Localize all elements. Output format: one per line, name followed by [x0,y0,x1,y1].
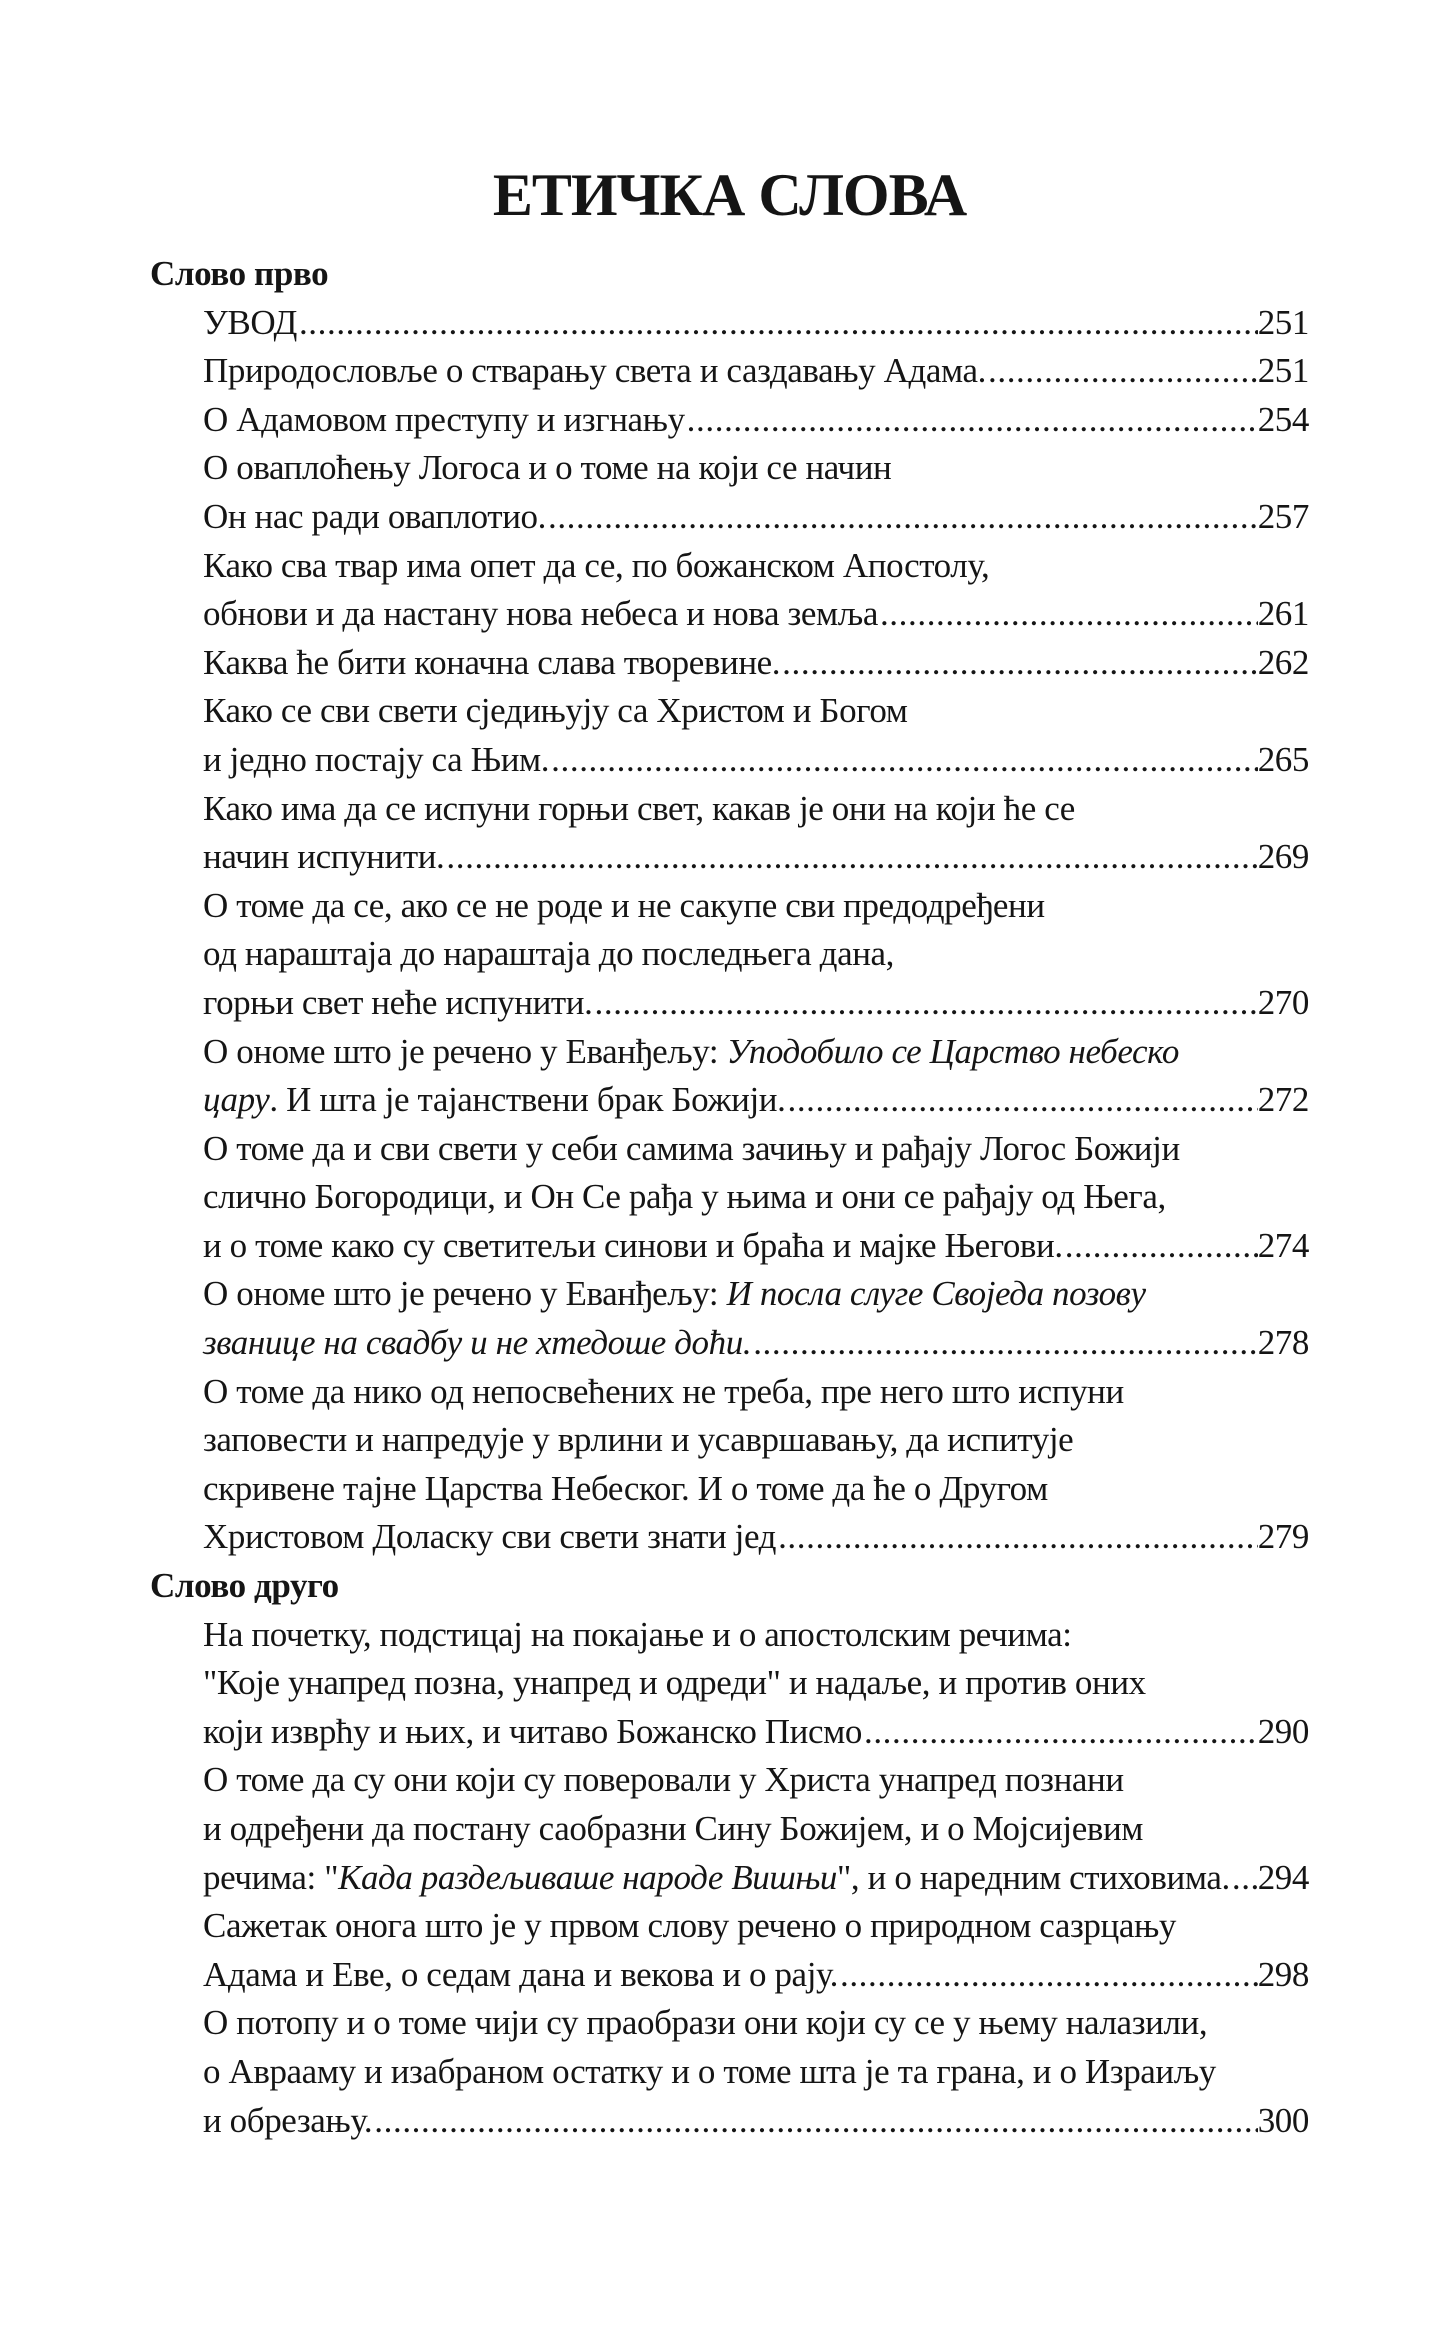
toc-entry [203,542,1309,639]
entry-line-text [203,396,685,445]
entry-line-text [203,1319,751,1368]
entry-line-text [203,2097,372,2146]
page-number: 254 [1257,399,1309,439]
entry-text: Сажетак онога што је у првом слову речено о природном сазрцању [203,1906,1176,1946]
entry-text: "Које унапред позна, унапред и одреди" и надаље, и против оних [203,1663,1146,1703]
entry-line-text [203,546,989,585]
entry-text-italic: Уподобило се Царство небеско [726,1031,1179,1071]
dot-leader [549,736,1258,785]
entry-line [203,493,1309,542]
entry-text-italic: званице на свадбу и не хтедоше доћи. [203,1323,752,1363]
page-number: 274 [1257,1225,1309,1265]
entry-line [203,1416,1309,1465]
entry-line-text [203,1177,1166,1216]
entry-text: УВОД [203,302,297,342]
entry-text: горњи свет неће испунити. [203,982,593,1022]
entry-line-text [203,1469,1048,1508]
toc-entry [203,396,1309,445]
page-number: 300 [1257,2100,1309,2140]
entry-text: Каква ће бити коначна слава творевине. [203,642,781,682]
entry-text: обнови и да настану нова небеса и нова земља [203,594,878,634]
page-number: 272 [1257,1080,1309,1120]
entry-line [203,979,1309,1028]
entry-text: и о томе како су светитељи синови и браћа и мајке Његови. [203,1225,1063,1265]
entry-line-text [203,1372,1124,1411]
entry-line-text [203,1513,776,1562]
entry-line-text [203,833,444,882]
entry-line-text [203,590,878,639]
entry-line [203,1756,1309,1805]
entry-line [203,1999,1309,2048]
page-number: 257 [1257,496,1309,536]
entry-line [203,1270,1309,1319]
dot-leader [546,493,1258,542]
entry-line [203,687,1309,736]
toc-entry [203,1028,1309,1125]
entry-line-text [203,1809,1143,1848]
section-heading: Слово друго [150,1566,339,1606]
entry-line-text [203,1274,1146,1313]
dot-leader [838,1951,1258,2000]
toc-entry [203,1999,1309,2145]
page-number: 290 [1257,1711,1309,1751]
entry-text: О томе да су они који су поверовали у Христа унапред познани [203,1760,1124,1800]
entry-text: О томе да се, ако се не роде и не сакупе сви предодређени [203,885,1045,925]
entry-line [203,2048,1309,2097]
entry-line [203,833,1309,882]
page-number: 251 [1257,302,1309,342]
entry-text: од нараштаја до нараштаја до последњега дана, [203,934,895,974]
toc-entry [203,882,1309,1028]
entry-text: о Аврааму и изабраном остатку и о томе шта је та грана, и о Израиљу [203,2051,1216,2091]
entry-line [203,347,1309,396]
entry-line [203,1319,1309,1368]
entry-line [203,1659,1309,1708]
entry-line [203,785,1309,834]
toc-entry [203,299,1309,348]
dot-leader [685,396,1258,445]
entry-line-text [203,299,297,348]
entry-line [203,1465,1309,1514]
dot-leader [780,639,1258,688]
entry-line [203,1805,1309,1854]
entry-line [203,1708,1309,1757]
entry-line-text [203,979,593,1028]
page-number: 261 [1257,594,1309,634]
page-number: 265 [1257,739,1309,779]
entry-text-italic: цару [203,1080,270,1120]
toc-entry [203,1611,1309,1757]
entry-line-text [203,934,894,973]
page-number: 294 [1257,1857,1309,1897]
entry-line [203,1028,1309,1077]
entry-text: Како има да се испуни горњи свет, какав је они на који ће се [203,788,1075,828]
entry-line [203,736,1309,785]
entry-text: Христовом Доласку сви свети знати јед [203,1517,777,1557]
entry-line-text [203,347,986,396]
entry-text: Како се сви свети сједињују са Христом и Богом [203,691,908,731]
entry-text: речима: " [203,1857,339,1897]
dot-leader [986,347,1258,396]
entry-line-text [203,2052,1216,2091]
page-number: 262 [1257,642,1309,682]
entry-line [203,1854,1309,1903]
page-number: 270 [1257,982,1309,1022]
entry-text: ", и о наредним стиховима. [837,1857,1230,1897]
entry-line [203,1368,1309,1417]
entry-line [203,299,1309,348]
entry-line [203,882,1309,931]
entry-line-text [203,1951,838,2000]
entry-text: О оваплоћењу Логоса и о томе на који се начин [203,448,892,488]
entry-text: О томе да нико од непосвећених не треба, пре него што испуни [203,1371,1124,1411]
entry-text: скривене тајне Царства Небеског. И о томе да ће о Другом [203,1468,1048,1508]
entry-line-text [203,639,780,688]
entry-line-text [203,736,549,785]
entry-text: О Адамовом преступу и изгнању [203,399,685,439]
dot-leader [444,833,1257,882]
entry-line-text [203,789,1075,828]
toc-entry [203,1125,1309,1271]
entry-text: . И шта је тајанствени брак Божији. [269,1080,786,1120]
page-title: ЕТИЧКА СЛОВА [492,162,967,228]
entry-line-text [203,1420,1073,1459]
entry-line-text [203,1708,862,1757]
entry-text: заповести и напредује у врлини и усавршавању, да испитује [203,1420,1074,1460]
entry-line-text [203,1076,785,1125]
dot-leader [1230,1854,1258,1903]
toc-entry [203,444,1309,541]
entry-line-text [203,448,891,487]
entry-text: Како сва твар има опет да се, по божанском Апостолу, [203,545,990,585]
entry-line-text [203,493,546,542]
entry-line-text [203,1615,1072,1654]
entry-line [203,930,1309,979]
page-number: 298 [1257,1954,1309,1994]
entry-line [203,639,1309,688]
entry-line [203,444,1309,493]
entry-text: На почетку, подстицај на покајање и о апостолским речима: [203,1614,1072,1654]
entry-line [203,590,1309,639]
entry-text: и обрезању. [203,2100,373,2140]
toc-entry [203,639,1309,688]
entry-text: Природословље о стварању света и саздавању Адама. [203,351,986,391]
entry-text: и једно постају са Њим. [203,739,550,779]
dot-leader [862,1708,1258,1757]
entry-text: О ономе што је речено у Еванђељу: [203,1031,727,1071]
toc-entry [203,1902,1309,1999]
toc-entry [203,1756,1309,1902]
toc-entry [203,1368,1309,1562]
section-heading: Слово прво [150,254,329,293]
entry-line-text [203,1854,1230,1903]
entry-text-italic: И посла слуге Своједа позову [726,1274,1146,1314]
table-of-contents [150,160,1309,2145]
entry-text: Адама и Еве, о седам дана и векова и о рају. [203,1954,838,1994]
entry-text: О ономе што је речено у Еванђељу: [203,1274,727,1314]
entry-text: начин испунити. [203,837,445,877]
toc-list [150,250,1309,2145]
entry-line [203,1611,1309,1660]
entry-text: О потопу и о томе чији су праобрази они који су се у њему налазили, [203,2003,1208,2043]
page-number: 278 [1257,1323,1309,1363]
entry-line [203,2097,1309,2146]
dot-leader [593,979,1258,1028]
toc-entry [203,347,1309,396]
entry-line [203,1513,1309,1562]
dot-leader [1063,1222,1258,1271]
dot-leader [878,590,1258,639]
dot-leader [776,1513,1258,1562]
entry-line-text [203,1906,1176,1945]
entry-line-text [203,1222,1063,1271]
entry-line [203,1222,1309,1271]
entry-line-text [203,691,908,730]
entry-line [203,542,1309,591]
entry-line [203,1951,1309,2000]
toc-entry [203,785,1309,882]
entry-line-text [203,1760,1124,1799]
dot-leader [372,2097,1257,2146]
entry-line-text [203,1032,1179,1071]
entry-line-text [203,1129,1180,1168]
page-number: 279 [1257,1517,1309,1557]
entry-line [203,1902,1309,1951]
entry-text: слично Богородици, и Он Се рађа у њима и они се рађају од Њега, [203,1177,1166,1217]
page-number: 251 [1257,351,1309,391]
entry-line-text [203,2003,1207,2042]
entry-text: О томе да и сви свети у себи самима зачињу и рађају Логос Божији [203,1128,1180,1168]
entry-line [203,396,1309,445]
entry-text: Он нас ради оваплотио. [203,496,546,536]
entry-text: који изврћу и њих, и читаво Божанско Писмо [203,1711,862,1751]
page-number: 269 [1257,837,1309,877]
entry-line [203,1125,1309,1174]
dot-leader [751,1319,1257,1368]
toc-entry [203,687,1309,784]
entry-text: и одређени да постану саобразни Сину Божијем, и о Мојсијевим [203,1809,1144,1848]
entry-line [203,1076,1309,1125]
entry-text-italic: Када раздељиваше народе Вишњи [338,1857,838,1897]
toc-entry [203,1270,1309,1367]
dot-leader [297,299,1258,348]
entry-line-text [203,1663,1146,1702]
dot-leader [785,1076,1257,1125]
entry-line [203,1173,1309,1222]
entry-line-text [203,886,1045,925]
